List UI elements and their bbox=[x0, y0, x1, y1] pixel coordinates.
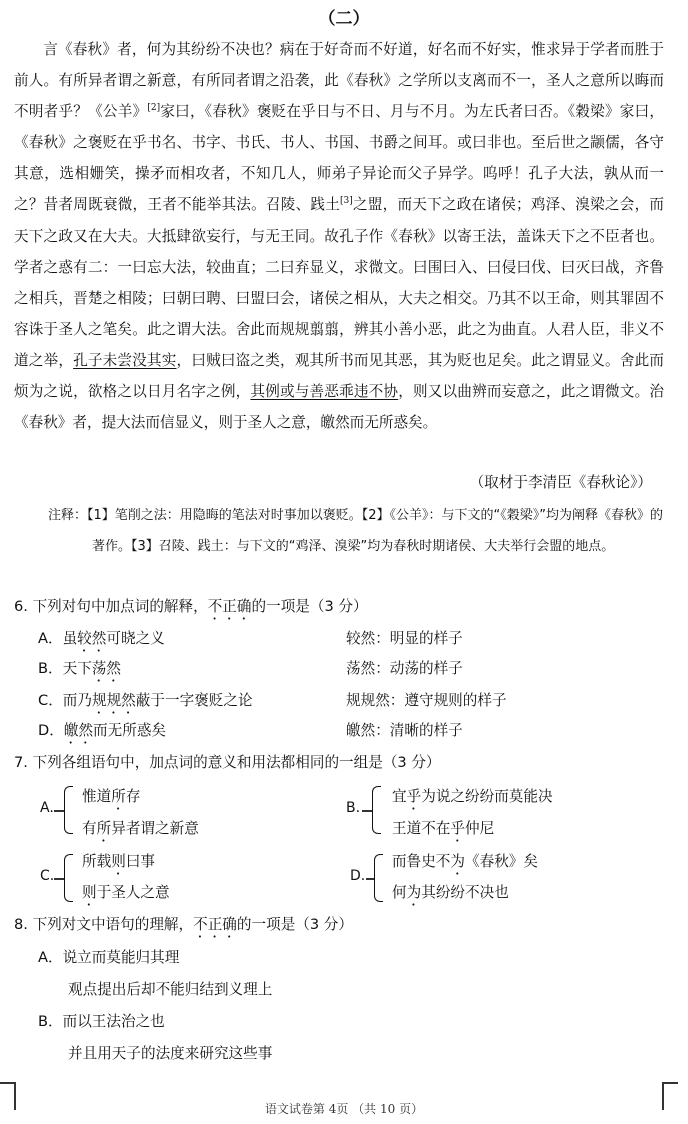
q8-option-a[interactable]: A．说立而莫能归其理 bbox=[38, 949, 180, 966]
notes-label: 注释： bbox=[48, 508, 88, 523]
q7-d-line2: 何为其纷纷不决也 bbox=[392, 884, 509, 901]
page-footer: 语文试卷第 4页 （共 10 页） bbox=[264, 1102, 424, 1116]
brace-b bbox=[372, 786, 381, 834]
source-citation: （取材于李清臣《春秋论》） bbox=[469, 474, 652, 491]
q7-a-line1: 惟道所存 bbox=[82, 788, 141, 805]
passage-paragraph: 言《春秋》者，何为其纷纷不决也？病在于好奇而不好道，好名而不好实，惟求异于学者而胜于前人。有所异者谓之新意，有所同者谓之沿袭，此《春秋》之学所以支离而不一，圣人之意所以晦而不明者乎？《公羊》[2]家曰，《春秋》褒贬在乎日与不日、月与不月。为左氏者曰否。《穀梁》家曰，《春秋》之褒贬在乎书名、书字、书氏、书人、书国、书爵之间耳。或曰非也。至后世之颛儒，各守其意，选相姗笑，操矛而相攻者，不知几人，师弟子异论而父子异学。呜呼！孔子大法，孰从而一之？昔者周既衰微，王者不能举其法。召陵、践土[3]之盟，而天下之政在诸侯；鸡泽、溴梁之会，而天下之政又在大夫。大抵肆欲妄行，与无王同。故孔子作《春秋》以寄王法，盖诛天下之不臣者也。学者之惑有二：一曰忘大法，较曲直；二曰弃显义，求微文。曰围曰入、曰侵曰伐、曰灭曰战，齐鲁之相兵，晋楚之相陵；曰朝曰聘、曰盟曰会，诸侯之相从，大夫之相交。乃其不以王命，则其罪固不容诛于圣人之笔矣。此之谓大法。舍此而规规翦翦，辨其小善小恶，此之为曲直。人君人臣，非义不道之举，孔子未尝没其实，曰贼曰盗之类，观其所书而见其恶，其为贬也足矣。此之谓显义。舍此而烦为之说，欲格之以日月名字之例，其例或与善恶乖违不协，则又以曲辨而妄意之，此之谓微文。治《春秋》者，提大法而信显义，则于圣人之意，皦然而无所惑矣。 bbox=[14, 41, 664, 432]
notes-text: 【1】笔削之法：用隐晦的笔法对时事加以褒贬。【2】《公羊》：与下文的“《穀梁》”均为阐释《春秋》的著作。【3】召陵、践土：与下文的“鸡泽、溴梁”均为春秋时期诸侯、大夫举行会盟的地点。 bbox=[87, 508, 664, 554]
q8-option-a-text: 观点提出后却不能归结到义理上 bbox=[68, 981, 273, 998]
q8-option-b[interactable]: B．而以王法治之也 bbox=[38, 1013, 165, 1030]
question-7-stem: 7. 下列各组语句中，加点词的意义和用法都相同的一组是（3 分） bbox=[14, 754, 441, 771]
q6-option-b-gloss: 荡然：动荡的样子 bbox=[346, 660, 463, 677]
question-6-stem: 6. 下列对句中加点词的解释，不正确的一项是（3 分） bbox=[14, 598, 368, 615]
q7-option-a-label[interactable]: A. bbox=[40, 800, 54, 816]
brace-a bbox=[64, 786, 73, 834]
q6-option-c-gloss: 规规然：遵守规则的样子 bbox=[346, 692, 507, 709]
brace-c bbox=[64, 854, 73, 902]
crop-mark-left bbox=[0, 1082, 14, 1084]
q8-option-b-text: 并且用天子的法度来研究这些事 bbox=[68, 1045, 273, 1062]
q6-option-d[interactable]: D．皦然而无所惑矣 bbox=[38, 722, 167, 739]
brace-d bbox=[374, 854, 383, 902]
q6-option-c[interactable]: C．而乃规规然蔽于一字褒贬之论 bbox=[38, 692, 253, 709]
q7-b-line1: 宜乎为说之纷纷而莫能决 bbox=[392, 788, 553, 805]
underlined-sentence-2: 其例或与善恶乖违不协 bbox=[250, 383, 399, 401]
q7-option-c-label[interactable]: C. bbox=[40, 868, 55, 884]
q6-option-b[interactable]: B．天下荡然 bbox=[38, 660, 121, 677]
q7-option-d-label[interactable]: D. bbox=[350, 868, 366, 884]
passage bbox=[14, 34, 664, 438]
notes bbox=[48, 500, 668, 562]
q6-option-d-gloss: 皦然：清晰的样子 bbox=[346, 722, 463, 739]
crop-mark-right bbox=[662, 1082, 678, 1084]
q7-b-line2: 王道不在乎仲尼 bbox=[392, 820, 495, 837]
underlined-sentence-1: 孔子未尝没其实 bbox=[73, 351, 177, 369]
q7-c-line2: 则于圣人之意 bbox=[82, 884, 170, 901]
section-title: （二） bbox=[318, 9, 370, 29]
question-8-stem: 8. 下列对文中语句的理解，不正确的一项是（3 分） bbox=[14, 916, 353, 933]
q6-option-a[interactable]: A．虽较然可晓之义 bbox=[38, 630, 165, 647]
q6-option-a-gloss: 较然：明显的样子 bbox=[346, 630, 463, 647]
q7-option-b-label[interactable]: B. bbox=[346, 800, 361, 816]
q7-c-line1: 所载则曰事 bbox=[82, 853, 156, 870]
q7-d-line1: 而鲁史不为《春秋》矣 bbox=[392, 853, 538, 870]
q7-a-line2: 有所异者谓之新意 bbox=[82, 820, 199, 837]
